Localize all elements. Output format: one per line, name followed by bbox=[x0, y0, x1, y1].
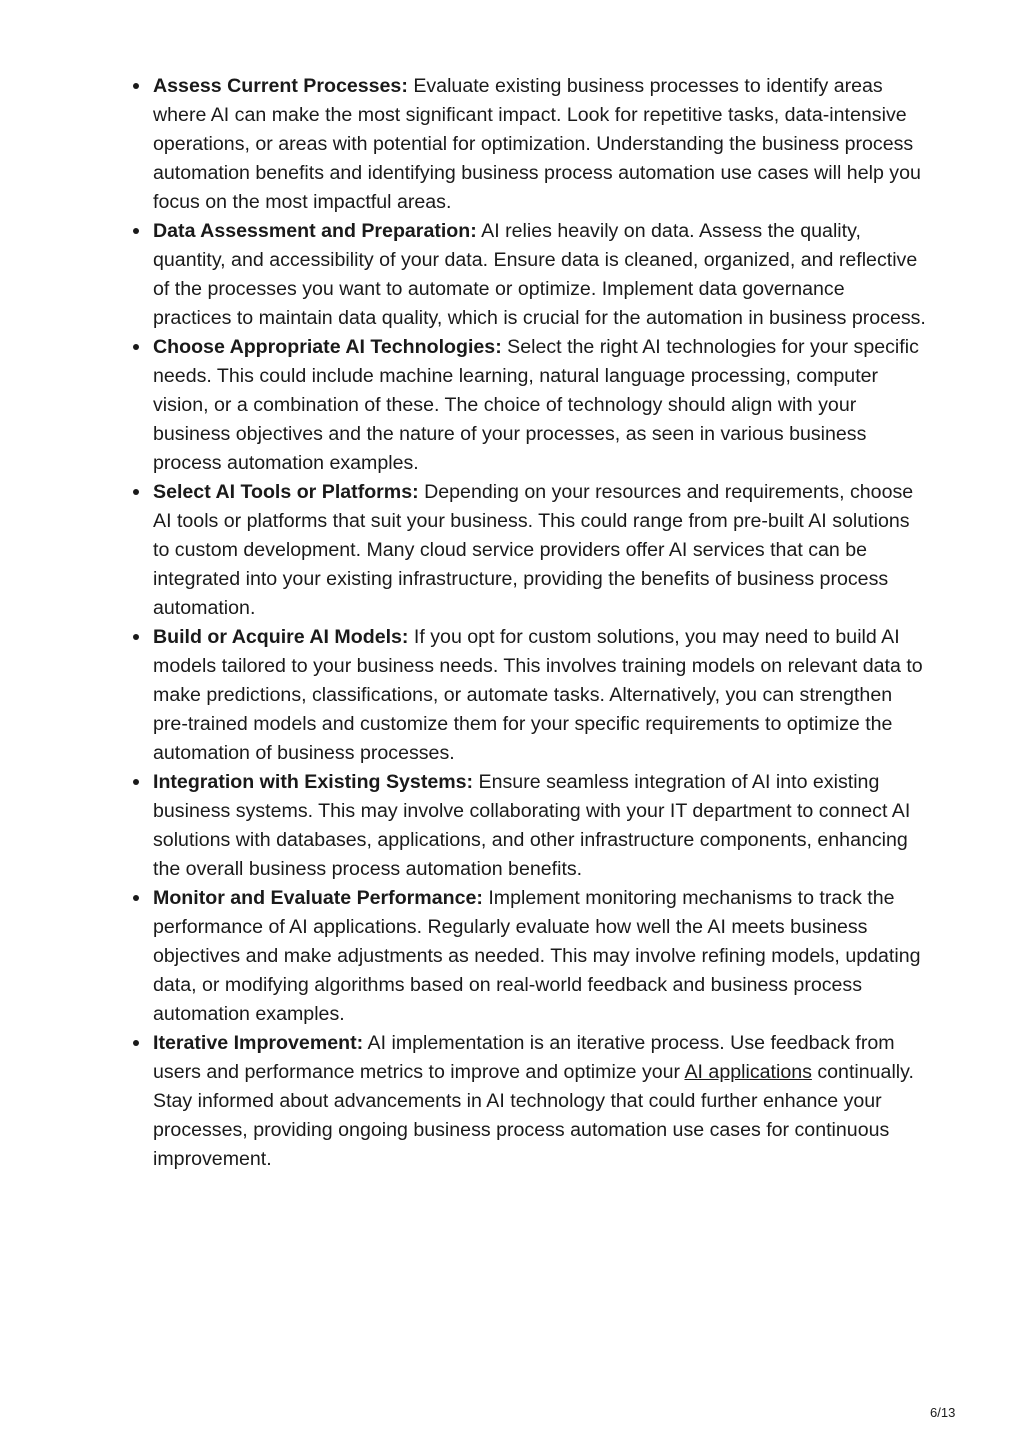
item-text: Depending on your resources and requirements, choose AI tools or platforms that suit your business. This could range from pre-built AI solutions to custom development. Many cloud service providers offer AI services that can be integrated into your existing infrastructure, providing the benefits of business process automation. bbox=[153, 481, 914, 619]
list-item-assess-current-processes bbox=[153, 72, 928, 217]
item-text-after-link: continually. Stay informed about advancements in AI technology that could further enhance your processes, providing ongoing business process automation use cases for continuous improvement. bbox=[153, 1061, 914, 1170]
list-item-build-ai-models bbox=[153, 623, 928, 768]
item-term: Assess Current Processes: bbox=[153, 75, 408, 97]
item-term: Build or Acquire AI Models: bbox=[153, 626, 409, 648]
ai-applications-link[interactable]: AI applications bbox=[684, 1061, 812, 1083]
list-item-choose-ai-technologies bbox=[153, 333, 928, 478]
list-item-iterative-improvement bbox=[153, 1029, 928, 1174]
item-text: Ensure seamless integration of AI into existing business systems. This may involve collaborating with your IT department to connect AI solutions with databases, applications, and other infrastructure components, enhancing the overall business process automation benefits. bbox=[153, 771, 911, 880]
item-term: Iterative Improvement: bbox=[153, 1032, 364, 1054]
bullet-dot-icon bbox=[133, 779, 139, 785]
list-item-integration bbox=[153, 768, 928, 884]
item-text: Select the right AI technologies for your specific needs. This could include machine learning, natural language processing, computer vision, or a combination of these. The choice of technology should align with your business objectives and the nature of your processes, as seen in various business process automation examples. bbox=[153, 336, 919, 474]
item-text: AI relies heavily on data. Assess the quality, quantity, and accessibility of your data. Ensure data is cleaned, organized, and reflective of the processes you want to automate or optimize. Implement data governance practices to maintain data quality, which is crucial for the automation in business process. bbox=[153, 220, 926, 329]
list-item-data-assessment bbox=[153, 217, 928, 333]
bullet-dot-icon bbox=[133, 83, 139, 89]
item-text: If you opt for custom solutions, you may need to build AI models tailored to your business needs. This involves training models on relevant data to make predictions, classifications, or automate tasks. Alternatively, you can strengthen pre-trained models and customize them for your specific requirements to optimize the automation of business processes. bbox=[153, 626, 923, 764]
bullet-dot-icon bbox=[133, 1040, 139, 1046]
item-text-before-link: AI implementation is an iterative process. Use feedback from users and performance metrics to improve and optimize your bbox=[153, 1032, 895, 1083]
list-item-select-ai-tools bbox=[153, 478, 928, 623]
item-term: Choose Appropriate AI Technologies: bbox=[153, 336, 502, 358]
bullet-dot-icon bbox=[133, 634, 139, 640]
bullet-dot-icon bbox=[133, 489, 139, 495]
page-number: 6/13 bbox=[930, 1405, 956, 1420]
bullet-dot-icon bbox=[133, 228, 139, 234]
bullet-dot-icon bbox=[133, 895, 139, 901]
list-item-monitor-evaluate bbox=[153, 884, 928, 1029]
item-term: Monitor and Evaluate Performance: bbox=[153, 887, 483, 909]
bullet-list bbox=[153, 72, 928, 1174]
item-term: Data Assessment and Preparation: bbox=[153, 220, 477, 242]
item-text: Implement monitoring mechanisms to track the performance of AI applications. Regularly evaluate how well the AI meets business objectives and make adjustments as needed. This may involve refining models, updating data, or modifying algorithms based on real-world feedback and business process automation examples. bbox=[153, 887, 921, 1025]
bullet-dot-icon bbox=[133, 344, 139, 350]
item-term: Select AI Tools or Platforms: bbox=[153, 481, 419, 503]
item-text: Evaluate existing business processes to identify areas where AI can make the most significant impact. Look for repetitive tasks, data-intensive operations, or areas with potential for optimization. Understanding the business process automation benefits and identifying business process automation use cases will help you focus on the most impactful areas. bbox=[153, 75, 921, 213]
item-term: Integration with Existing Systems: bbox=[153, 771, 474, 793]
